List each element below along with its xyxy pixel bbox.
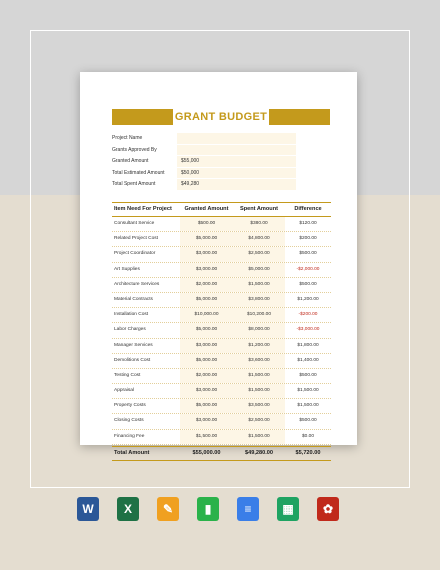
spent-cell: $8,000.00 [233,323,285,337]
spent-cell: $3,500.00 [233,399,285,413]
difference-cell: $200.00 [285,232,331,246]
table-row [112,384,331,399]
spent-cell: $380.00 [233,217,285,231]
title-bar-right [269,109,330,125]
excel-icon[interactable]: X [117,497,139,521]
info-value-field[interactable]: $49,280 [177,179,296,191]
granted-cell: $2,000.00 [180,278,233,292]
difference-cell: -$2,000.00 [285,263,331,277]
info-label: Total Estimated Amount [112,169,165,176]
spent-cell: $1,500.00 [233,430,285,444]
total-spent: $49,280.00 [245,449,273,456]
difference-cell: $0.00 [285,430,331,444]
table-row [112,430,331,445]
spent-cell: $2,500.00 [233,247,285,261]
table-row [112,323,331,338]
google-sheets-icon[interactable]: ▦ [277,497,299,521]
header-granted: Granted Amount [184,206,229,212]
total-difference: $5,720.00 [295,449,321,456]
difference-cell: $1,500.00 [285,399,331,413]
item-cell: Labor Charges [114,327,146,333]
item-cell: Installation Cost [114,312,149,318]
difference-cell: $500.00 [285,369,331,383]
table-row [112,247,331,262]
header-spent: Spent Amount [239,206,278,212]
table-row [112,414,331,429]
granted-cell: $10,000.00 [180,308,233,322]
difference-cell: $1,500.00 [285,384,331,398]
table-row [112,308,331,323]
item-cell: Demolitions Cost [114,357,151,363]
header-item: Item Need For Project [114,206,172,212]
granted-cell: $5,000.00 [180,323,233,337]
difference-cell: $1,800.00 [285,339,331,353]
spent-cell: $5,000.00 [233,263,285,277]
table-total-row [112,446,331,461]
info-value-field[interactable]: $50,000 [177,168,296,180]
numbers-icon[interactable]: ▮ [197,497,219,521]
item-cell: Manager Services [114,342,153,348]
item-cell: Project Coordinator [114,251,156,257]
granted-cell: $3,000.00 [180,263,233,277]
difference-cell: $1,200.00 [285,293,331,307]
info-value-field[interactable]: $55,000 [177,156,296,168]
info-row [112,168,296,180]
pages-icon[interactable]: ✎ [157,497,179,521]
table-row [112,399,331,414]
difference-cell: $500.00 [285,247,331,261]
item-cell: Material Contracts [114,296,153,302]
spent-cell: $1,500.00 [233,278,285,292]
spent-cell: $4,800.00 [233,232,285,246]
table-row [112,369,331,384]
difference-cell: $500.00 [285,278,331,292]
item-cell: Art Supplies [114,266,140,272]
granted-cell: $5,000.00 [180,293,233,307]
item-cell: Related Project Cost [114,236,158,242]
table-row [112,278,331,293]
granted-cell: $5,000.00 [180,354,233,368]
info-row [112,145,296,157]
item-cell: Appraisal [114,388,134,394]
spent-cell: $1,200.00 [233,339,285,353]
table-row [112,217,331,232]
difference-cell: -$200.00 [285,308,331,322]
google-docs-icon[interactable]: ≡ [237,497,259,521]
table-row [112,339,331,354]
granted-cell: $2,000.00 [180,369,233,383]
item-cell: Closing Costs [114,418,144,424]
item-cell: Consultant Service [114,221,155,226]
document-page [80,72,357,456]
item-cell: Testing Cost [114,372,141,378]
spent-cell: $1,500.00 [233,369,285,383]
title-bar-left [112,109,173,125]
difference-cell: $500.00 [285,414,331,428]
granted-cell: $500.00 [180,217,233,231]
difference-cell: $1,400.00 [285,354,331,368]
granted-cell: $1,500.00 [180,430,233,444]
total-granted: $55,000.00 [192,449,221,456]
info-value-field[interactable] [177,145,296,157]
table-row [112,232,331,247]
table-row [112,293,331,308]
info-label: Total Spent Amount [112,181,156,187]
item-cell: Architecture Services [114,281,160,287]
info-row [112,133,296,145]
granted-cell: $3,000.00 [180,339,233,353]
table-row [112,354,331,369]
info-label: Project Name [112,135,143,141]
table-header [112,202,331,217]
info-row [112,179,296,191]
table-row [112,263,331,278]
word-icon[interactable]: W [77,497,99,521]
spent-cell: $3,600.00 [233,354,285,368]
spent-cell: $2,500.00 [233,414,285,428]
spent-cell: $1,500.00 [233,384,285,398]
info-section [112,133,296,191]
granted-cell: $3,000.00 [180,247,233,261]
budget-table [112,202,331,461]
difference-cell: -$3,000.00 [285,323,331,337]
item-cell: Property Costs [114,403,146,409]
granted-cell: $3,000.00 [180,384,233,398]
info-label: Granted Amount [112,158,149,164]
spent-cell: $3,800.00 [233,293,285,307]
document-title: GRANT BUDGET [174,111,268,123]
total-label: Total Amount [114,449,150,456]
pdf-icon[interactable]: ✿ [317,497,339,521]
granted-cell: $5,000.00 [180,232,233,246]
granted-cell: $3,000.00 [180,414,233,428]
table-body [112,217,331,445]
spent-cell: $10,200.00 [233,308,285,322]
info-value-field[interactable] [177,133,296,145]
info-label: Grants Approved By [112,146,157,153]
info-row [112,156,296,168]
header-difference: Difference [294,206,322,212]
title-row [112,109,330,125]
item-cell: Financing Fee [114,433,145,439]
granted-cell: $5,000.00 [180,399,233,413]
difference-cell: $120.00 [285,217,331,231]
